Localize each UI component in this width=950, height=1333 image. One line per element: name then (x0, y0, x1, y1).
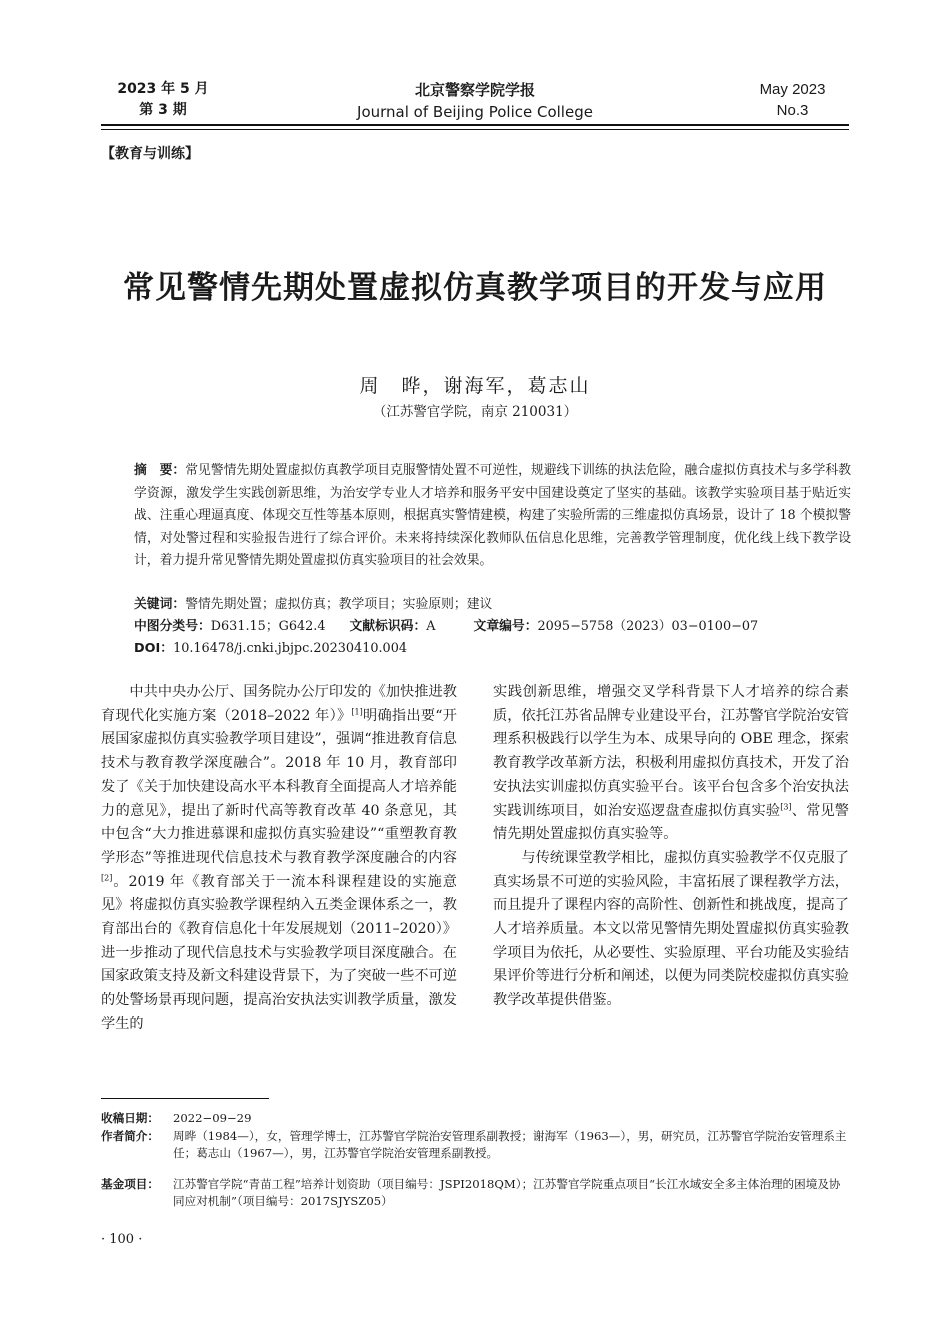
received-label: 收稿日期： (101, 1111, 159, 1125)
issue-year-month: 2023 年 5 月 (117, 81, 209, 97)
header-thin-rule (101, 129, 849, 130)
article-number-label: 文章编号： (473, 619, 538, 634)
affiliation: （江苏警官学院，南京 210031） (372, 404, 578, 420)
doc-code-value: A (426, 619, 436, 634)
issue-month-en: May 2023 (759, 81, 826, 98)
clc-value: D631.15；G642.4 (210, 619, 326, 634)
footnote-fund (101, 1176, 851, 1210)
issue-date-en (745, 79, 840, 121)
abstract-text: 常见警情先期处置虚拟仿真教学项目克服警情处置不可逆性，规避线下训练的执法危险，融合虚拟仿真技术与多学科教学资源，激发学生实践创新思维，为治安学专业人才培养和服务平安中国建设奠定了坚实的基础。该教学实验项目基于贴近实战、注重心理逼真度、体现交互性等基本原则，根据真实警情建模，构建了实验所需的三维虚拟仿真场景，设计了 18 个模拟警情，对处警过程和实验报告进行了综合评价。未来将持续深化教师队伍信息化思维，完善教学管理制度，优化线上线下教学设计，着力提升常见警情先期处置虚拟仿真实验项目的社会效果。 (134, 463, 852, 568)
classification-line (134, 616, 758, 638)
doi (134, 638, 407, 660)
body-text: 实践创新思维，增强交叉学科背景下人才培养的综合素质，依托江苏省品牌专业建设平台，江苏警官学院治安管理系积极践行以学生为本、成果导向的 OBE 理念，探索教育教学改革新方法，积极利用虚拟仿真技术，开发了治安执法实训虚拟仿真实验平台。该平台包含多个治安执法实践训练项目，如治安巡逻盘查虚拟仿真实验 (493, 684, 849, 819)
body-paragraph (101, 681, 457, 1037)
author-info-value: 周晔（1984—），女，管理学博士，江苏警官学院治安管理系副教授；谢海军（1963—），男，研究员，江苏警官学院治安管理系主任；葛志山（1967—），男，江苏警官学院治安管理系副教授。 (173, 1129, 847, 1160)
doi-label: DOI： (134, 641, 174, 656)
body-column-left (101, 681, 457, 1037)
paper-title: 常见警情先期处置虚拟仿真教学项目的开发与应用 (123, 270, 827, 306)
doc-code-label: 文献标识码： (349, 619, 427, 634)
keywords (134, 594, 492, 616)
issue-date (113, 79, 213, 121)
body-column-right (493, 681, 849, 1013)
journal-name-cn: 北京警察学院学报 (414, 81, 535, 99)
body-text: 中共中央办公厅、国务院办公厅印发的《加快推进教育现代化实施方案（2018–2022 年）》 (101, 684, 457, 724)
issue-number-en: No.3 (776, 102, 809, 119)
footnote-received (101, 1110, 851, 1127)
body-text: 、常见警情先期处置虚拟仿真实验等。 (493, 802, 849, 843)
citation: [3] (780, 801, 792, 811)
body-text: 。2019 年《教育部关于一流本科课程建设的实施意见》将虚拟仿真实验教学课程纳入五类金课体系之一，教育部出台的《教育信息化十年发展规划（2011–2020）》进一步推动了现代信息技术与实验教学项目深度融合。在国家政策支持及新文科建设背景下，为了突破一些不可逆的处警场景再现问题，提高治安执法实训教学质量，激发学生的 (101, 873, 457, 1032)
issue-number-cn: 第 3 期 (139, 102, 187, 118)
journal-name (330, 79, 620, 123)
clc-label: 中图分类号： (134, 619, 211, 634)
abstract-label: 摘 要： (134, 463, 186, 478)
journal-name-en: Journal of Beijing Police College (357, 103, 593, 121)
keywords-text: 警情先期处置；虚拟仿真；教学项目；实验原则；建议 (185, 597, 493, 612)
citation: [1] (351, 706, 363, 716)
body-paragraph (493, 681, 849, 847)
header-thick-rule (101, 124, 849, 126)
keywords-label: 关键词： (134, 597, 186, 612)
section-label: 【教育与训练】 (101, 146, 199, 162)
body-text: 明确指出要“开展国家虚拟仿真实验教学项目建设”，强调“推进教育信息技术与教育教学深度融合”。2018 年 10 月，教育部印发了《关于加快建设高水平本科教育全面提高人才培养能力的意见》，提出了新时代高等教育改革 40 条意见，其中包含“大力推进慕课和虚拟仿真实验建设”“重塑教育教学形态”等推进现代信息技术与教育教学深度融合的内容 (101, 707, 457, 866)
fund-value: 江苏警官学院“青苗工程”培养计划资助（项目编号：JSPI2018QM）；江苏警官学院重点项目“长江水域安全多主体治理的困境及协同应对机制”（项目编号：2017SJYSZ05） (173, 1177, 841, 1208)
doi-value: 10.16478/j.cnki.jbjpc.20230410.004 (173, 641, 407, 656)
footnote-rule (101, 1098, 269, 1099)
body-paragraph: 与传统课堂教学相比，虚拟仿真实验教学不仅克服了真实场景不可逆的实验风险，丰富拓展了课程教学方法，而且提升了课程内容的高阶性、创新性和挑战度，提高了人才培养质量。本文以常见警情先期处置虚拟仿真实验教学项目为依托，从必要性、实验原理、平台功能及实验结果评价等进行分析和阐述，以便为同类院校虚拟仿真实验教学改革提供借鉴。 (493, 849, 849, 1009)
footnote-author (101, 1128, 851, 1162)
received-value: 2022−09−29 (173, 1111, 252, 1125)
abstract (134, 460, 851, 573)
page-number: · 100 · (101, 1232, 143, 1247)
authors: 周 晔，谢海军，葛志山 (359, 375, 591, 397)
author-info-label: 作者简介： (101, 1129, 159, 1143)
citation: [2] (101, 872, 113, 882)
fund-label: 基金项目： (101, 1177, 159, 1191)
article-number-value: 2095−5758（2023）03−0100−07 (537, 619, 759, 634)
